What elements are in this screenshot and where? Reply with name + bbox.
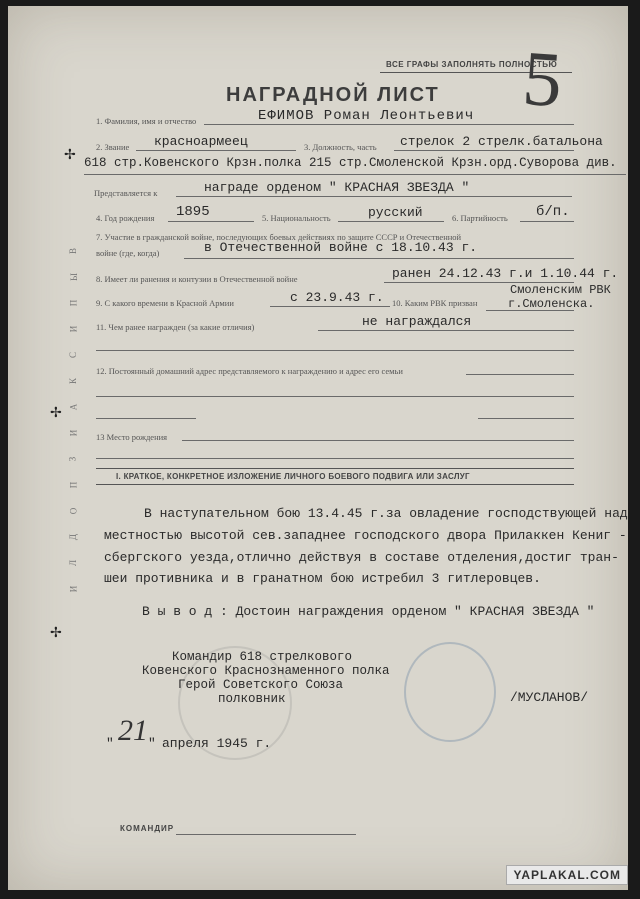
field-2-label: 2. Звание <box>96 142 130 152</box>
sidebar-letter: В <box>68 247 79 255</box>
section-body-line-1: В наступательном бою 13.4.45 г.за овладение господствующей над <box>144 506 628 521</box>
field-7-value: в Отечественной войне с 18.10.43 г. <box>204 240 478 255</box>
field-4-label: 4. Год рождения <box>96 213 155 223</box>
sidebar-letter: И <box>68 585 79 593</box>
fill-all-note: ВСЕ ГРАФЫ ЗАПОЛНЯТЬ ПОЛНОСТЬЮ <box>386 60 558 69</box>
field-12-line-2 <box>96 396 574 397</box>
sidebar-letter: П <box>68 481 79 489</box>
field-10-value-2: г.Смоленска. <box>508 297 595 311</box>
field-5-label: 5. Национальность <box>262 213 331 223</box>
field-9-value: с 23.9.43 г. <box>290 290 384 305</box>
field-7-label-2: войне (где, когда) <box>96 248 160 258</box>
section-body-line-4: шеи противника и в гранатном бою истребил 3 гитлеровцев. <box>104 571 541 586</box>
field-3-label: 3. Должность, часть <box>304 142 377 152</box>
field-5-value: русский <box>368 205 423 220</box>
field-10-line <box>486 310 574 311</box>
sidebar-letter: К <box>68 377 79 385</box>
field-12-line-4 <box>478 418 574 419</box>
sidebar-letter: Л <box>68 559 79 567</box>
signature-name: /МУСЛАНОВ/ <box>510 690 589 705</box>
sidebar-letter: И <box>68 429 79 437</box>
date-text: апреля 1945 г. <box>162 736 272 751</box>
field-10-label: 10. Каким РВК призван <box>392 298 478 308</box>
date-quote-open: " <box>106 736 114 751</box>
presented-value: награде орденом " КРАСНАЯ ЗВЕЗДА " <box>204 180 470 195</box>
section-bottom-rule <box>96 484 574 485</box>
presented-line <box>176 196 572 197</box>
field-9-label: 9. С какого времени в Красной Армии <box>96 298 234 308</box>
field-6-label: 6. Партийность <box>452 213 508 223</box>
section-body-line-2: местностью высотой сев.западнее господского двора Прилаккен Кениг - <box>104 528 627 543</box>
field-1-label: 1. Фамилия, имя и отчество <box>96 116 197 126</box>
field-13-line-2 <box>96 458 574 459</box>
section-heading: I. КРАТКОЕ, КОНКРЕТНОЕ ИЗЛОЖЕНИЕ ЛИЧНОГО БОЕВОГО ПОДВИГА ИЛИ ЗАСЛУГ <box>116 472 470 481</box>
field-12-line <box>466 374 574 375</box>
field-2-line <box>136 150 296 151</box>
field-11-line-2 <box>96 350 574 351</box>
field-11-label: 11. Чем ранее награжден (за какие отличия) <box>96 322 255 332</box>
field-13-label: 13 Место рождения <box>96 432 168 442</box>
field-3-value: стрелок 2 стрелк.батальона <box>400 134 603 149</box>
field-13-line <box>182 440 574 441</box>
conclusion: В ы в о д : Достоин награждения орденом " КРАСНАЯ ЗВЕЗДА " <box>142 604 595 619</box>
field-6-line <box>520 221 574 222</box>
sidebar-letter: Ы <box>68 273 79 281</box>
commander-label: КОМАНДИР <box>120 824 175 833</box>
field-6-value: б/п. <box>536 204 570 220</box>
watermark: YAPLAKAL.COM <box>506 865 628 885</box>
field-3-line <box>394 150 574 151</box>
field-3-line-2 <box>84 174 626 175</box>
margin-mark-1: ✢ <box>64 146 76 162</box>
field-11-value: не награждался <box>362 314 472 329</box>
field-9-line <box>270 306 390 307</box>
sidebar-letter: С <box>68 351 79 359</box>
field-5-line <box>338 221 444 222</box>
sidebar-letter: П <box>68 299 79 307</box>
section-body-line-3: сбергского уезда,отлично действуя в составе отделения,достиг тран- <box>104 550 619 565</box>
field-4-value: 1895 <box>176 204 210 220</box>
field-1-line <box>204 124 574 125</box>
award-sheet <box>8 6 628 890</box>
date-quote-close: " <box>148 736 156 751</box>
field-8-value: ранен 24.12.43 г.и 1.10.44 г. <box>392 266 619 281</box>
handwritten-number: 5 <box>520 33 566 124</box>
signature-line-2: Ковенского Краснознаменного полка <box>142 664 390 678</box>
field-12-line-3 <box>96 418 196 419</box>
field-2-value: красноармеец <box>154 134 248 149</box>
signature-line-1: Командир 618 стрелкового <box>172 650 353 664</box>
field-10-value-1: Смоленским РВК <box>510 283 611 297</box>
sidebar-letter: И <box>68 325 79 333</box>
field-12-label: 12. Постоянный домашний адрес представляемого к награждению и адрес его семьи <box>96 366 403 376</box>
sidebar-letter: З <box>67 456 78 462</box>
field-4-line <box>168 221 254 222</box>
sidebar-letter: А <box>68 403 79 411</box>
section-top-rule <box>96 468 574 469</box>
page-title: НАГРАДНОЙ ЛИСТ <box>226 84 440 106</box>
field-8-label: 8. Имеет ли ранения и контузии в Отечественной войне <box>96 274 298 284</box>
signature-line-3: Герой Советского Союза <box>178 678 344 692</box>
sidebar-letter: О <box>68 507 79 515</box>
field-11-line <box>318 330 574 331</box>
presented-label: Представляется к <box>94 188 158 198</box>
field-3-value-2: 618 стр.Ковенского Крзн.полка 215 стр.Смоленской Крзн.орд.Суворова див. <box>84 156 617 170</box>
commander-line <box>176 834 356 835</box>
date-day: 21 <box>118 714 148 747</box>
field-1-value: ЕФИМОВ Роман Леонтьевич <box>258 108 475 124</box>
signature-line-4: полковник <box>218 692 286 706</box>
margin-mark-2: ✢ <box>50 404 62 420</box>
signature-stamp <box>404 642 496 742</box>
field-7-label-1: 7. Участие в гражданской войне, последующих боевых действиях по защите СССР и Отечественной <box>96 232 462 242</box>
margin-mark-3: ✢ <box>50 624 62 640</box>
sidebar-letter: Д <box>68 533 79 541</box>
field-7-line <box>184 258 574 259</box>
